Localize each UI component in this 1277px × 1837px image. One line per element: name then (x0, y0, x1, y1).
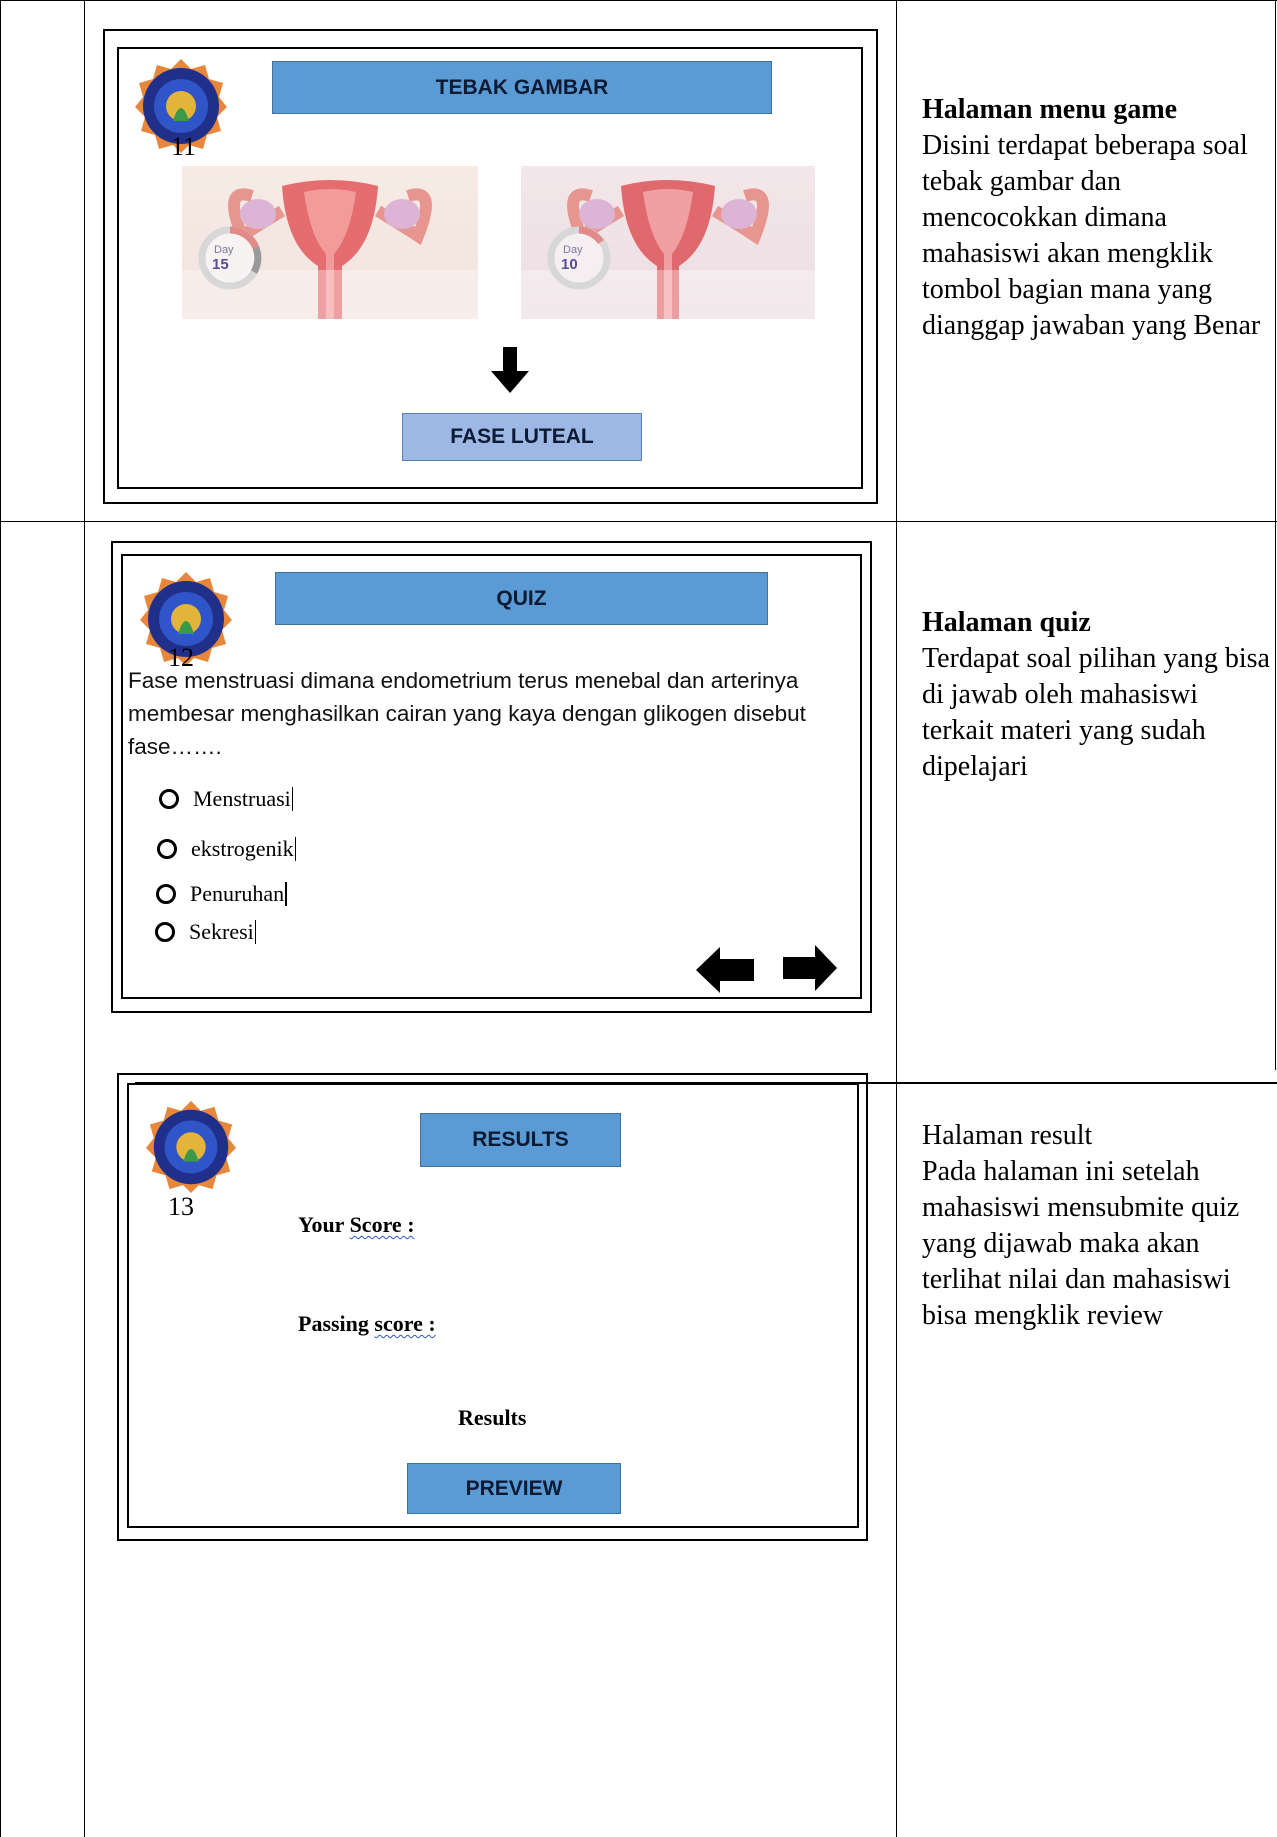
quiz-option[interactable] (159, 786, 293, 812)
quiz-option[interactable] (156, 881, 287, 907)
results-label: Results (458, 1405, 527, 1430)
university-logo (144, 1099, 238, 1193)
option-label: Sekresi (189, 919, 254, 944)
uterus-image-day-10[interactable] (521, 166, 815, 319)
radio-button[interactable] (155, 922, 175, 942)
day-label: Day (563, 244, 583, 256)
table-row-divider-1 (0, 521, 1277, 522)
row-number: 11 (171, 132, 197, 161)
table-border-right (1275, 0, 1276, 1070)
option-label: Menstruasi (193, 786, 291, 811)
row-number: 13 (168, 1192, 194, 1221)
description-body: Pada halaman ini setelah mahasiswi mensubmite quiz yang dijawab maka akan terlihat nilai dan mahasiswi bisa mengklik review (922, 1156, 1240, 1331)
preview-button[interactable]: PREVIEW (407, 1463, 621, 1514)
option-label: ekstrogenik (191, 836, 294, 861)
arrow-down-icon (491, 347, 529, 393)
quiz-option[interactable] (157, 836, 296, 862)
radio-button[interactable] (157, 839, 177, 859)
day-counter-icon (196, 224, 264, 292)
day-label: Day (214, 244, 234, 256)
row-number: 12 (168, 643, 194, 672)
description-heading: Halaman result (922, 1120, 1093, 1151)
row-description (922, 92, 1272, 344)
page-title-banner: TEBAK GAMBAR (272, 61, 772, 114)
table-border-top (0, 0, 1277, 1)
table-column-divider-2 (896, 0, 897, 1837)
table-column-divider-1 (84, 0, 85, 1837)
row-description (922, 605, 1272, 785)
your-score-label: Your Score : (298, 1212, 415, 1237)
page-title-banner: RESULTS (420, 1113, 621, 1167)
arrow-left-icon[interactable] (696, 947, 754, 993)
radio-button[interactable] (159, 789, 179, 809)
description-body: Disini terdapat beberapa soal tebak gambar dan mencocokkan dimana mahasiswi akan mengklik tombol bagian mana yang dianggap jawaban yang Benar (922, 130, 1261, 341)
page-title-banner: QUIZ (275, 572, 768, 625)
description-heading: Halaman quiz (922, 607, 1091, 638)
arrow-right-icon[interactable] (783, 945, 837, 991)
description-heading: Halaman menu game (922, 94, 1178, 125)
day-counter-icon (545, 224, 613, 292)
uterus-image-day-15[interactable] (182, 166, 478, 319)
row-description (922, 1118, 1272, 1334)
option-label: Penuruhan (190, 881, 285, 906)
quiz-option[interactable] (155, 919, 256, 945)
description-body: Terdapat soal pilihan yang bisa di jawab oleh mahasiswi terkait materi yang sudah dipelajari (922, 643, 1270, 782)
day-value: 15 (212, 256, 229, 273)
table-border-left (0, 0, 1, 1837)
passing-score-label: Passing score : (298, 1311, 436, 1336)
answer-button[interactable]: FASE LUTEAL (402, 413, 642, 461)
day-value: 10 (561, 256, 578, 273)
radio-button[interactable] (156, 884, 176, 904)
quiz-question: Fase menstruasi dimana endometrium terus menebal dan arterinya membesar menghasilkan cairan yang kaya dengan glikogen disebut fase……. (128, 668, 806, 759)
